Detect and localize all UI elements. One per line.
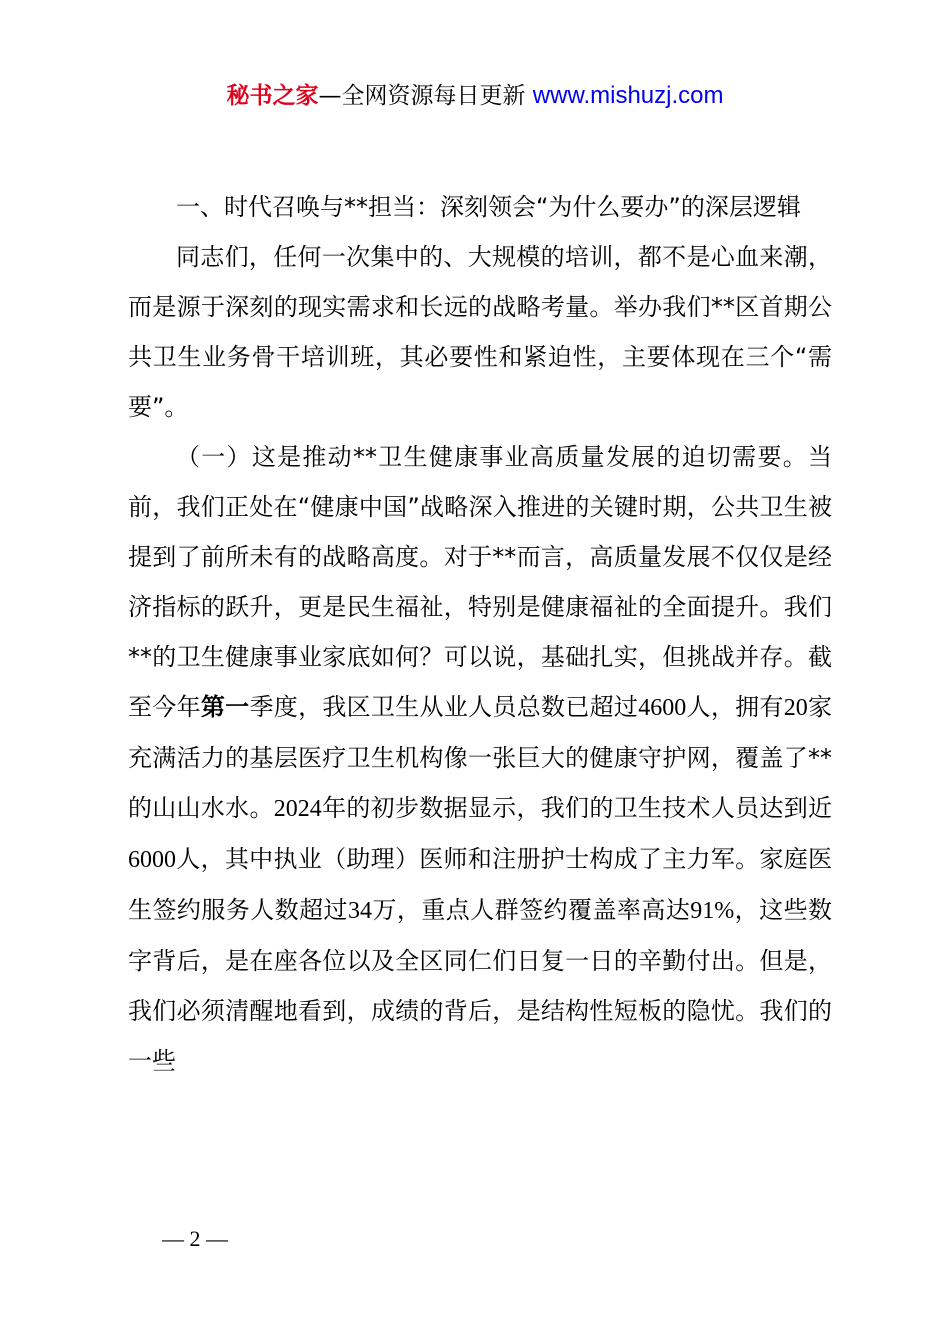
number-coverage: 91% [690, 898, 735, 924]
number-technicians: 6000 [128, 847, 176, 873]
number-staff: 4600 [638, 695, 687, 721]
text-run: （一）这是推动**卫生健康事业高质量发展的迫切需要。当前，我们正处在“健康中国”战略深入推进的关键时期，公共卫生被提到了前所未有的战略高度。对于**而言，高质量发展不仅仅是经济指标的跃升，更是民生福祉，特别是健康福祉的全面提升。我们**的卫生健康事业家底如何？可以说，基础扎实，但挑战并存。截至今年 [128, 443, 832, 721]
number-institutions: 20 [783, 695, 808, 721]
paragraph-first-need [128, 432, 832, 1086]
section-heading: 一、时代召唤与**担当：深刻领会“为什么要办”的深层逻辑 [176, 193, 801, 221]
text-run: 人，拥有 [686, 693, 784, 721]
number-signed: 34 [348, 898, 372, 924]
bold-text: 第一 [200, 693, 250, 721]
document-body [128, 182, 832, 1086]
text-run: 万，重点人群签约覆盖率高达 [372, 896, 691, 924]
text-run: 年的初步数据显示，我们的卫生技术人员达到近 [321, 794, 833, 822]
paragraph-intro: 同志们，任何一次集中的、大规模的培训，都不是心血来潮，而是源于深刻的现实需求和长远的战略考量。举办我们**区首期公共卫生业务骨干培训班，其必要性和紧迫性，主要体现在三个“需要”。 [128, 243, 832, 421]
text-run: 人，其中执业（助理）医师和注册护士构成了主力军。家庭医生签约服务人数超过 [128, 845, 832, 924]
brand-name: 秘书之家 [226, 83, 319, 109]
header-tagline: —全网资源每日更新 [318, 83, 533, 109]
page-number: — 2 — [162, 1226, 228, 1251]
watermark-header [0, 80, 950, 112]
text-run: ，这些数字背后，是在座各位以及全区同仁们日复一日的辛勤付出。但是，我们必须清醒地看到，成绩的背后，是结构性短板的隐忧。我们的一些 [128, 896, 833, 1075]
number-year: 2024 [273, 796, 322, 822]
text-run: 季度，我区卫生从业人员总数已超过 [249, 693, 639, 721]
text-run: 家充满活力的基层医疗卫生机构像一张巨大的健康守护网，覆盖了**的山山水水。 [128, 693, 833, 822]
site-url[interactable]: www.mishuzj.com [532, 82, 724, 109]
